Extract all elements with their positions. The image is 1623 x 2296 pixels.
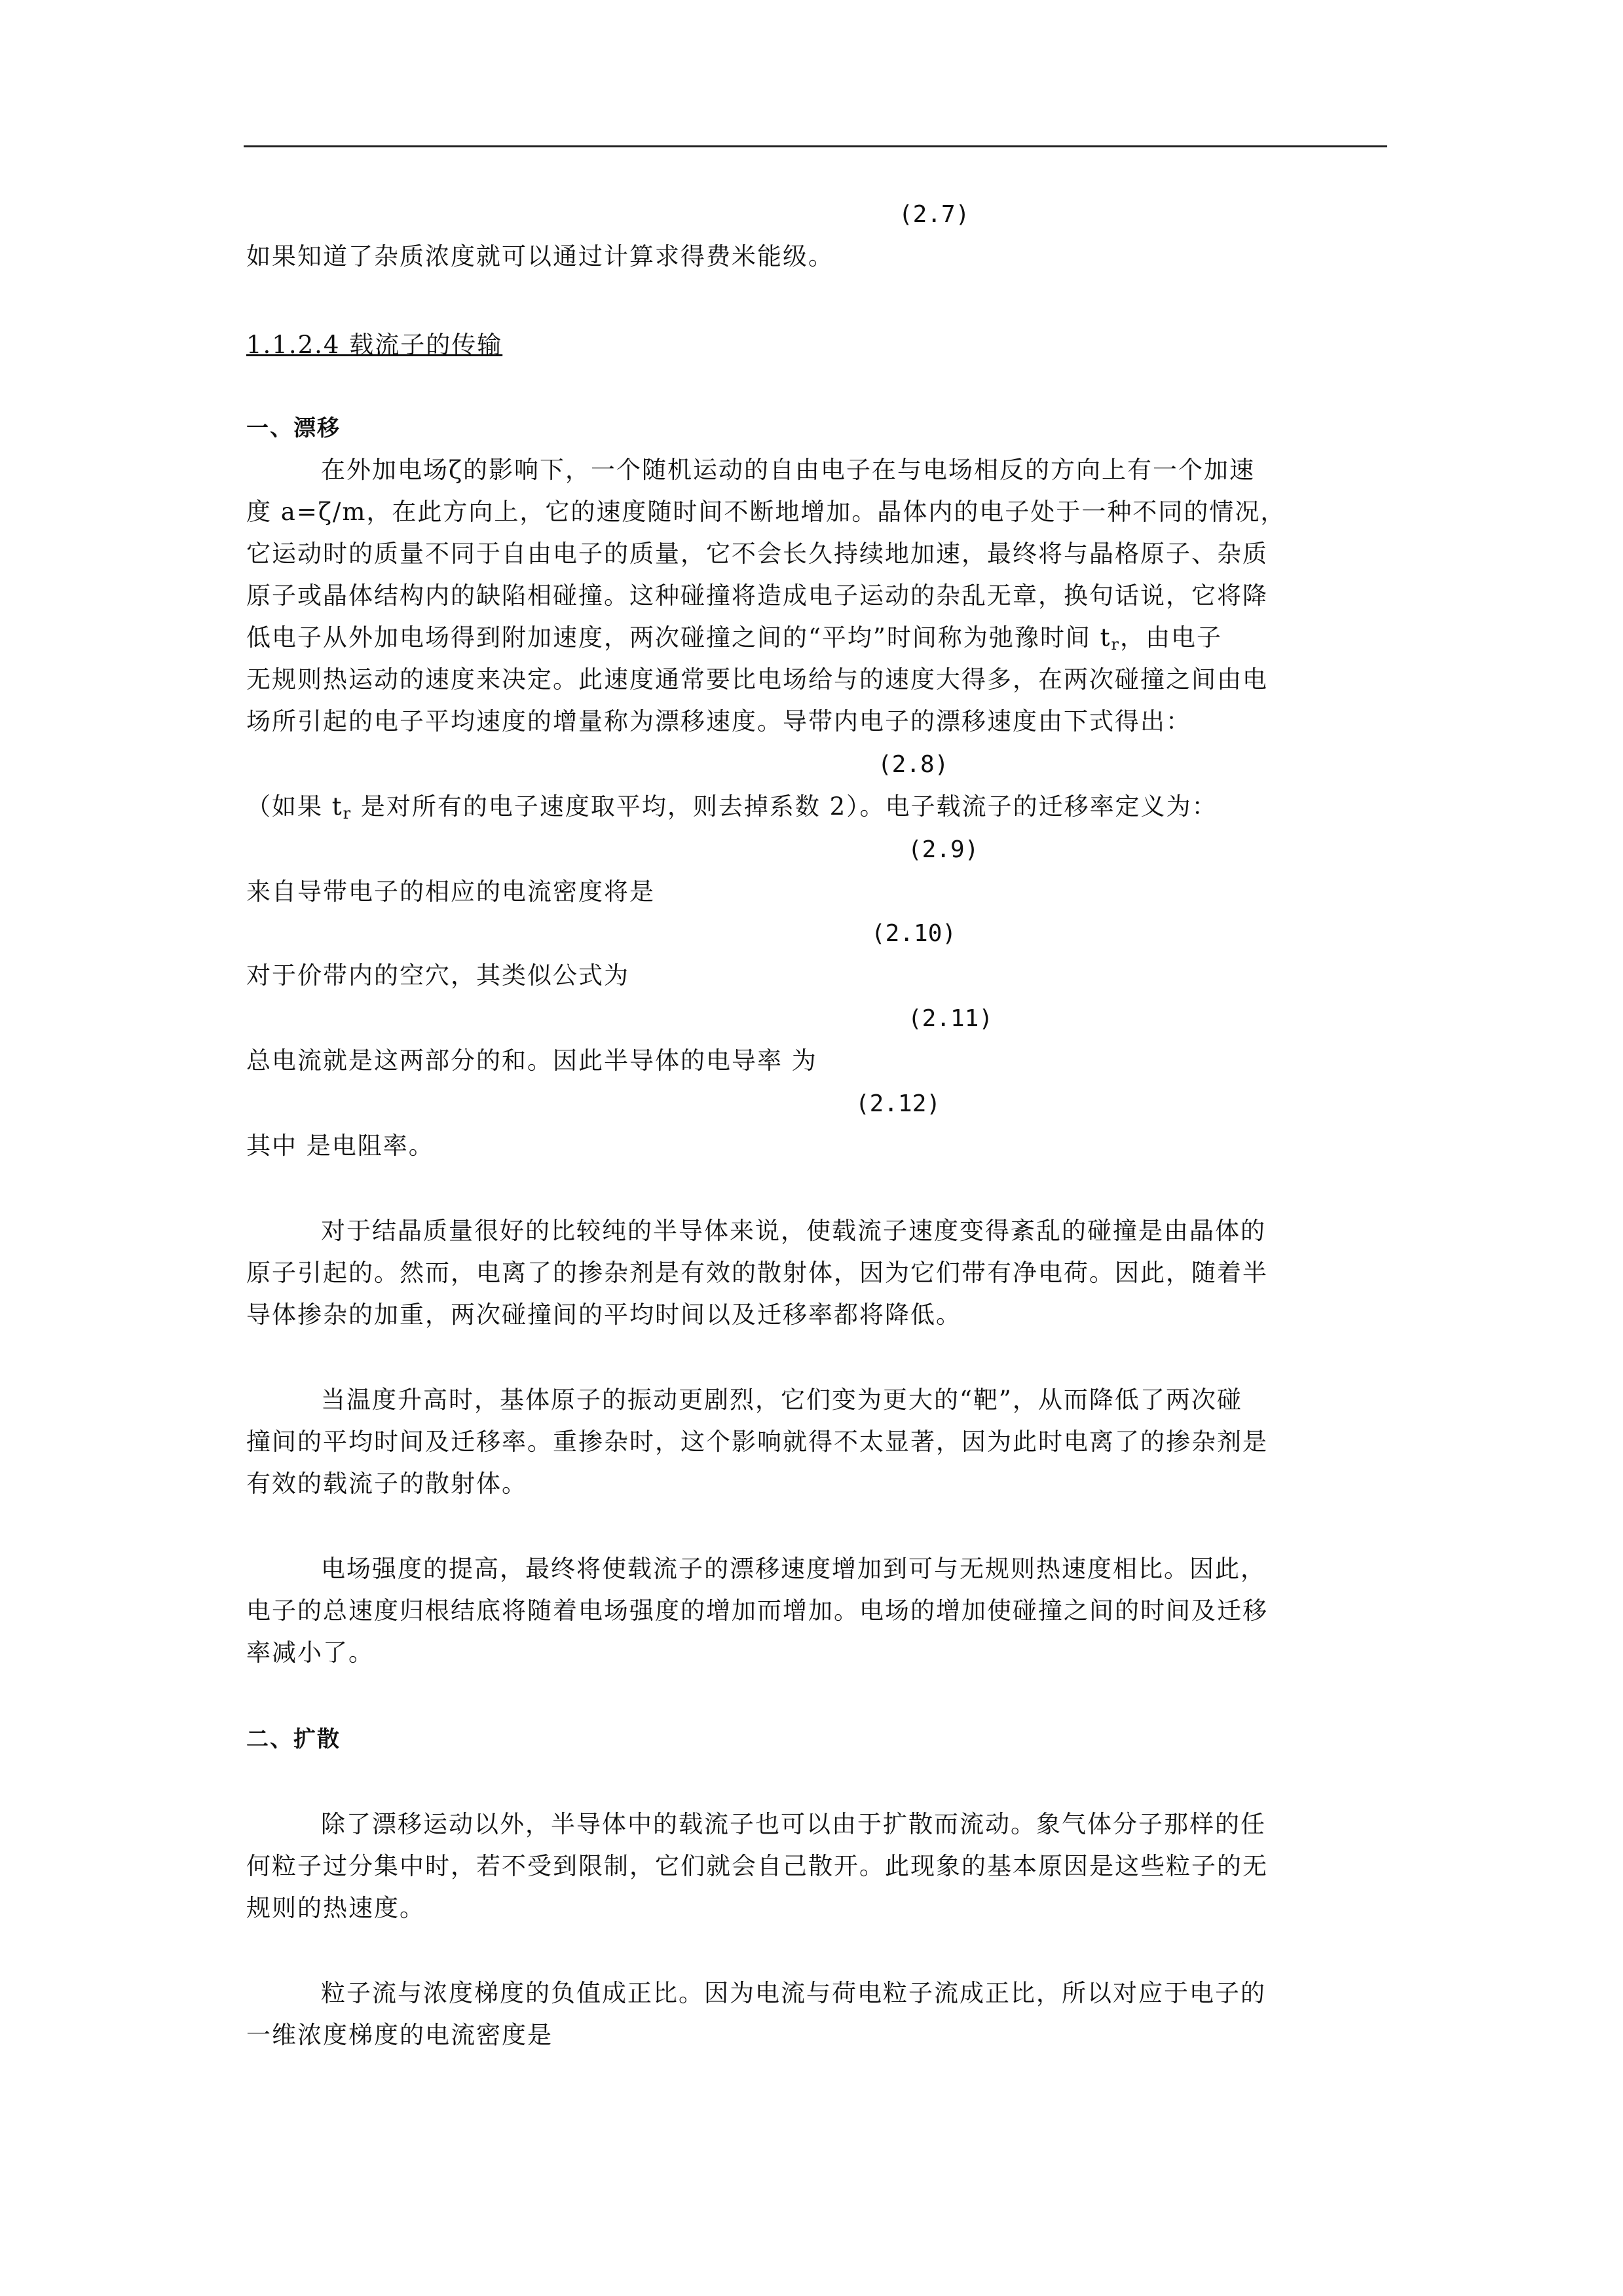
- intro-text: 如果知道了杂质浓度就可以通过计算求得费米能级。: [246, 242, 834, 270]
- drift-p1-line-4: 原子或晶体结构内的缺陷相碰撞。这种碰撞将造成电子运动的杂乱无章，换句话说，它将降: [246, 582, 1268, 610]
- drift-p4-line-2: 电子的总速度归根结底将随着电场强度的增加而增加。电场的增加使碰撞之间的时间及迁移: [246, 1597, 1268, 1625]
- drift-p1-line-2: 度 a=ζ/m，在此方向上，它的速度随时间不断地增加。晶体内的电子处于一种不同的情况，: [246, 498, 1286, 526]
- diffusion-p1-line-3: 规则的热速度。: [246, 1894, 425, 1922]
- diffusion-p1-line-1: 除了漂移运动以外，半导体中的载流子也可以由于扩散而流动。象气体分子那样的任: [321, 1810, 1266, 1838]
- drift-p1-line-5-text: 低电子从外加电场得到附加速度，两次碰撞之间的“平均”时间称为弛豫时间 t: [246, 623, 1111, 652]
- total-current-text: 总电流就是这两部分的和。因此半导体的电导率 为: [246, 1046, 817, 1075]
- equation-number-2-7: (2.7): [899, 201, 970, 228]
- equation-number-2-11: (2.11): [908, 1005, 994, 1032]
- diffusion-heading: 二、扩散: [246, 1726, 341, 1752]
- section-title: 1.1.2.4 载流子的传输: [246, 331, 503, 359]
- equation-number-2-12: (2.12): [855, 1090, 941, 1117]
- diffusion-p2-line-2: 一维浓度梯度的电流密度是: [246, 2021, 553, 2049]
- drift-p1-line-5: [246, 623, 1222, 652]
- drift-p1-line-5-tail: ，由电子: [1119, 623, 1222, 652]
- drift-p1-line-6: 无规则热运动的速度来决定。此速度通常要比电场给与的速度大得多，在两次碰撞之间由电: [246, 665, 1268, 694]
- mobility-note-tail: 是对所有的电子速度取平均，则去掉系数 2）。电子载流子的迁移率定义为：: [352, 792, 1218, 821]
- drift-p3-line-3: 有效的载流子的散射体。: [246, 1470, 527, 1498]
- drift-p3-line-2: 撞间的平均时间及迁移率。重掺杂时，这个影响就得不太显著，因为此时电离了的掺杂剂是: [246, 1428, 1268, 1456]
- drift-p1-line-3: 它运动时的质量不同于自由电子的质量，它不会长久持续地加速，最终将与晶格原子、杂质: [246, 540, 1268, 568]
- relaxation-subscript: r: [1111, 635, 1120, 654]
- diffusion-p1-line-2: 何粒子过分集中时，若不受到限制，它们就会自己散开。此现象的基本原因是这些粒子的无: [246, 1852, 1268, 1880]
- drift-p2-line-2: 原子引起的。然而，电离了的掺杂剂是有效的散射体，因为它们带有净电荷。因此，随着半: [246, 1259, 1268, 1287]
- equation-number-2-9: (2.9): [908, 836, 979, 863]
- equation-number-2-8: (2.8): [878, 751, 949, 778]
- resistivity-text: 其中 是电阻率。: [246, 1132, 434, 1160]
- holes-text: 对于价带内的空穴，其类似公式为: [246, 961, 629, 990]
- mobility-note-subscript: r: [343, 804, 352, 823]
- equation-number-2-10: (2.10): [871, 920, 957, 947]
- header-rule: [244, 145, 1387, 147]
- drift-p1-line-1: 在外加电场ζ的影响下，一个随机运动的自由电子在与电场相反的方向上有一个加速: [321, 456, 1256, 484]
- drift-p1-line-7: 场所引起的电子平均速度的增量称为漂移速度。导带内电子的漂移速度由下式得出：: [246, 707, 1191, 735]
- diffusion-p2-line-1: 粒子流与浓度梯度的负值成正比。因为电流与荷电粒子流成正比，所以对应于电子的: [321, 1979, 1266, 2007]
- drift-p4-line-1: 电场强度的提高，最终将使载流子的漂移速度增加到可与无规则热速度相比。因此，: [321, 1555, 1266, 1583]
- drift-heading: 一、漂移: [246, 415, 341, 441]
- drift-p3-line-1: 当温度升高时，基体原子的振动更剧烈，它们变为更大的“靶”，从而降低了两次碰: [321, 1386, 1242, 1414]
- current-density-text: 来自导带电子的相应的电流密度将是: [246, 878, 655, 906]
- mobility-note-text: （如果 t: [246, 792, 343, 821]
- drift-p2-line-3: 导体掺杂的加重，两次碰撞间的平均时间以及迁移率都将降低。: [246, 1301, 961, 1329]
- mobility-note: [246, 792, 1218, 821]
- drift-p2-line-1: 对于结晶质量很好的比较纯的半导体来说，使载流子速度变得紊乱的碰撞是由晶体的: [321, 1217, 1266, 1245]
- drift-p4-line-3: 率减小了。: [246, 1639, 374, 1667]
